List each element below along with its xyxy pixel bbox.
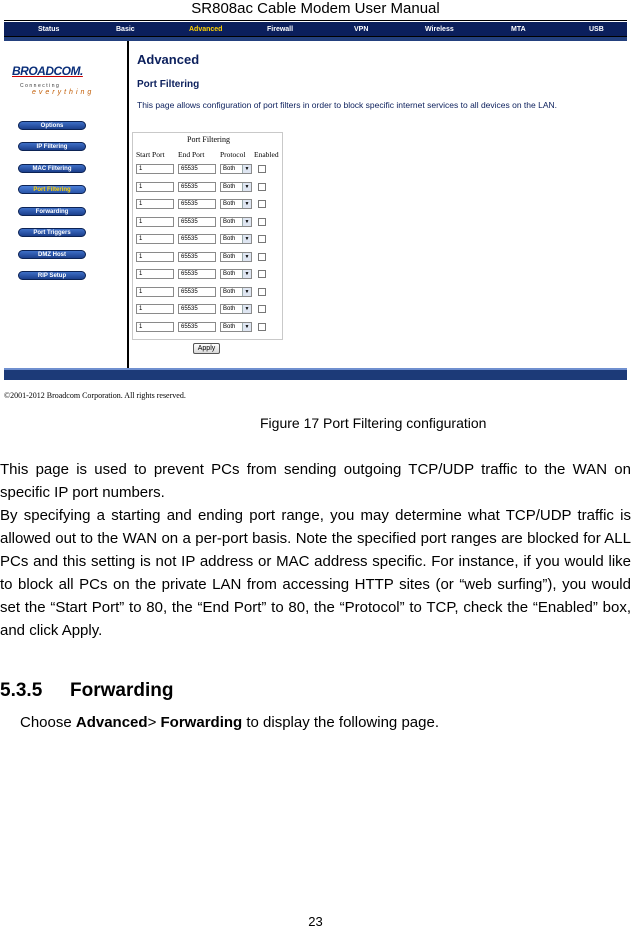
nav-status[interactable]: Status: [38, 26, 60, 33]
protocol-select[interactable]: [220, 304, 252, 314]
protocol-value: Both: [223, 271, 236, 277]
protocol-select[interactable]: [220, 269, 252, 279]
nav-firewall[interactable]: Firewall: [267, 26, 294, 33]
chevron-down-icon: ▼: [242, 323, 251, 331]
copyright: ©2001-2012 Broadcom Corporation. All rights reserved.: [4, 391, 186, 400]
chevron-down-icon: ▼: [242, 270, 251, 278]
enabled-checkbox[interactable]: [258, 200, 266, 208]
protocol-select[interactable]: [220, 182, 252, 192]
nav-advanced[interactable]: Advanced: [189, 26, 223, 33]
start-port-input[interactable]: 1: [136, 287, 174, 297]
sidebar-item-mac-filtering[interactable]: MAC Filtering: [18, 164, 86, 173]
instruction-line: [20, 714, 439, 731]
chevron-down-icon: ▼: [242, 288, 251, 296]
logo-tagline-1: Connecting: [20, 83, 61, 89]
start-port-input[interactable]: 1: [136, 252, 174, 262]
sidebar-item-forwarding[interactable]: Forwarding: [18, 207, 86, 216]
enabled-checkbox[interactable]: [258, 183, 266, 191]
choose-suffix: to display the following page.: [242, 714, 439, 731]
enabled-checkbox[interactable]: [258, 165, 266, 173]
sidebar-divider: [127, 41, 129, 368]
choose-separator: >: [147, 714, 161, 731]
end-port-input[interactable]: 65535: [178, 217, 216, 227]
start-port-input[interactable]: 1: [136, 164, 174, 174]
chevron-down-icon: ▼: [242, 218, 251, 226]
sidebar-item-ip-filtering[interactable]: IP Filtering: [18, 142, 86, 151]
nav-usb[interactable]: USB: [589, 26, 604, 33]
enabled-checkbox[interactable]: [258, 323, 266, 331]
choose-path-advanced: Advanced: [75, 714, 148, 731]
paragraph-2: By specifying a starting and ending port range, you may determine what TCP/UDP traffic is allowed out to the WAN on a per-port basis. Note the specified port ranges are blocked for ALL PCs and this setting is not IP address or MAC address specific. For instance, if you would like to block all PCs on the private LAN from accessing HTTP sites (or “web surfing”), you would set the “Start Port” to 80, the “End Port” to 80, the “Protocol” to TCP, check the “Enabled” box, and click Apply.: [0, 507, 631, 639]
end-port-input[interactable]: 65535: [178, 252, 216, 262]
router-screenshot: [4, 22, 627, 382]
protocol-select[interactable]: [220, 252, 252, 262]
start-port-input[interactable]: 1: [136, 182, 174, 192]
protocol-select[interactable]: [220, 234, 252, 244]
broadcom-logo: [12, 64, 102, 104]
logo-brand: BROADCOM.: [12, 64, 83, 78]
sidebar-item-port-filtering[interactable]: Port Filtering: [18, 185, 86, 194]
body-text: [0, 458, 631, 642]
end-port-input[interactable]: 65535: [178, 287, 216, 297]
apply-button[interactable]: Apply: [193, 343, 220, 354]
nav-mta[interactable]: MTA: [511, 26, 526, 33]
page-subtitle: Port Filtering: [137, 79, 200, 90]
end-port-input[interactable]: 65535: [178, 304, 216, 314]
header-end-port: End Port: [178, 150, 205, 159]
enabled-checkbox[interactable]: [258, 218, 266, 226]
header-rule: [4, 20, 627, 21]
protocol-select[interactable]: [220, 322, 252, 332]
start-port-input[interactable]: 1: [136, 217, 174, 227]
chevron-down-icon: ▼: [242, 253, 251, 261]
nav-vpn[interactable]: VPN: [354, 26, 369, 33]
logo-tagline-2: everything: [32, 89, 95, 96]
protocol-value: Both: [223, 323, 236, 330]
start-port-input[interactable]: 1: [136, 304, 174, 314]
enabled-checkbox[interactable]: [258, 288, 266, 296]
end-port-input[interactable]: 65535: [178, 182, 216, 192]
start-port-input[interactable]: 1: [136, 269, 174, 279]
protocol-value: Both: [223, 183, 236, 190]
enabled-checkbox[interactable]: [258, 305, 266, 313]
page-number: 23: [308, 914, 323, 929]
enabled-checkbox[interactable]: [258, 253, 266, 261]
protocol-value: Both: [223, 288, 236, 295]
choose-prefix: Choose: [20, 714, 76, 731]
protocol-value: Both: [223, 218, 236, 225]
nav-wireless[interactable]: Wireless: [425, 26, 454, 33]
section-heading: [0, 680, 173, 702]
end-port-input[interactable]: 65535: [178, 269, 216, 279]
protocol-value: Both: [223, 236, 236, 242]
page-description: This page allows configuration of port filters in order to block specific internet services to all devices on the LAN.: [137, 100, 558, 110]
enabled-checkbox[interactable]: [258, 270, 266, 278]
port-filtering-table: [132, 132, 283, 340]
end-port-input[interactable]: 65535: [178, 234, 216, 244]
protocol-value: Both: [223, 201, 236, 207]
table-title: Port Filtering: [187, 135, 230, 144]
protocol-select[interactable]: [220, 287, 252, 297]
protocol-select[interactable]: [220, 164, 252, 174]
enabled-checkbox[interactable]: [258, 235, 266, 243]
header-enabled: Enabled: [254, 150, 279, 159]
nav-ribbon: [4, 37, 627, 41]
start-port-input[interactable]: 1: [136, 199, 174, 209]
end-port-input[interactable]: 65535: [178, 322, 216, 332]
chevron-down-icon: ▼: [242, 165, 251, 173]
header-protocol: Protocol: [220, 150, 246, 159]
top-navigation: [4, 22, 627, 37]
end-port-input[interactable]: 65535: [178, 164, 216, 174]
document-header: SR808ac Cable Modem User Manual: [191, 0, 440, 17]
nav-basic[interactable]: Basic: [116, 26, 135, 33]
section-number: 5.3.5: [0, 680, 43, 701]
chevron-down-icon: ▼: [242, 183, 251, 191]
page-title: Advanced: [137, 52, 200, 67]
start-port-input[interactable]: 1: [136, 234, 174, 244]
chevron-down-icon: ▼: [242, 305, 251, 313]
chevron-down-icon: ▼: [242, 200, 251, 208]
protocol-value: Both: [223, 306, 236, 312]
sidebar-item-options[interactable]: Options: [18, 121, 86, 130]
start-port-input[interactable]: 1: [136, 322, 174, 332]
footer-bar: [4, 368, 627, 380]
paragraph-1: This page is used to prevent PCs from sending outgoing TCP/UDP traffic to the WAN on specific IP port numbers.: [0, 461, 631, 501]
protocol-value: Both: [223, 253, 236, 260]
choose-path-forwarding: Forwarding: [160, 714, 243, 731]
sidebar-item-port-triggers[interactable]: Port Triggers: [18, 228, 86, 237]
header-start-port: Start Port: [136, 150, 165, 159]
figure-caption: Figure 17 Port Filtering configuration: [260, 415, 487, 431]
protocol-select[interactable]: [220, 199, 252, 209]
section-title: Forwarding: [70, 680, 174, 701]
sidebar-item-rip-setup[interactable]: RIP Setup: [18, 271, 86, 280]
protocol-value: Both: [223, 166, 236, 172]
chevron-down-icon: ▼: [242, 235, 251, 243]
end-port-input[interactable]: 65535: [178, 199, 216, 209]
protocol-select[interactable]: [220, 217, 252, 227]
sidebar-item-dmz-host[interactable]: DMZ Host: [18, 250, 86, 259]
